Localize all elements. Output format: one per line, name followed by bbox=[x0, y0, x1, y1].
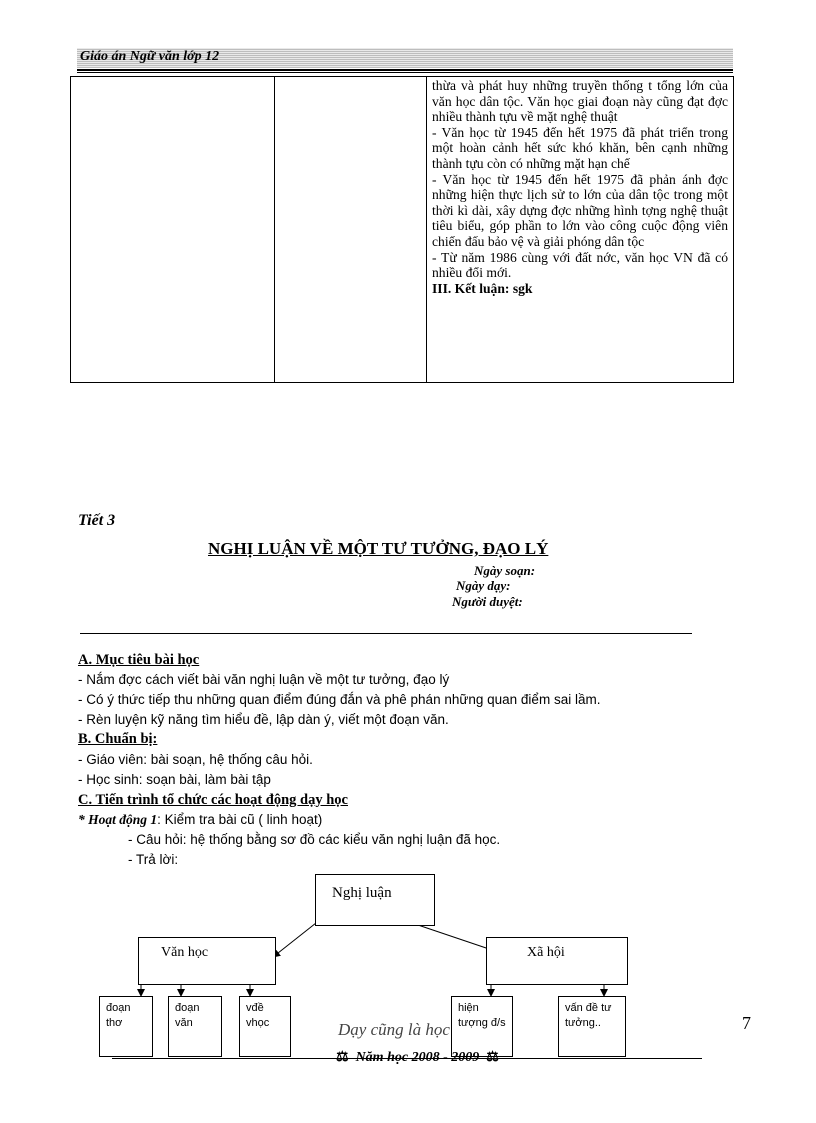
date-taught-label: Ngày dạy: bbox=[456, 578, 511, 593]
section-b-title: B. Chuẩn bị: bbox=[78, 731, 158, 747]
diagram-root-node: Nghị luận bbox=[315, 874, 435, 926]
reviewer-label: Người duyệt: bbox=[452, 594, 523, 609]
date-prepared-label: Ngày soạn: bbox=[474, 563, 536, 578]
scale-icon: ⚖ bbox=[479, 1050, 499, 1065]
diagram-leaf-node: vấn đề tư tưởng.. bbox=[558, 996, 626, 1057]
table-paragraph: - Từ năm 1986 cùng với đất nớc, văn học VN đã có nhiều đổi mới. bbox=[432, 249, 728, 281]
diagram-leaf-node: đoạn thơ bbox=[99, 996, 153, 1057]
activity-label: * Hoạt động 1 bbox=[78, 812, 158, 827]
answer-line: - Trả lời: bbox=[128, 852, 179, 867]
diagram-leaf-node: đoạn văn bbox=[168, 996, 222, 1057]
period-label: Tiết 3 bbox=[78, 512, 116, 529]
footer-year-text: Năm học 2008 - 2009 bbox=[355, 1050, 480, 1065]
scale-icon: ⚖ bbox=[336, 1050, 356, 1065]
objective-item: - Nắm đợc cách viết bài văn nghị luận về một tư tưởng, đạo lý bbox=[78, 672, 450, 687]
section-a-title: A. Mục tiêu bài học bbox=[78, 652, 200, 668]
preparation-item: - Học sinh: soạn bài, làm bài tập bbox=[78, 772, 271, 787]
objective-item: - Rèn luyện kỹ năng tìm hiểu đề, lập dàn ý, viết một đoạn văn. bbox=[78, 712, 449, 727]
preparation-item: - Giáo viên: bài soạn, hệ thống câu hỏi. bbox=[78, 752, 313, 767]
question-line: - Câu hỏi: hệ thống bằng sơ đồ các kiểu văn nghị luận đã học. bbox=[128, 832, 501, 847]
table-paragraph: - Văn học từ 1945 đến hết 1975 đã phản ánh đợc những hiện thực lịch sử to lớn của dân tộc trong một thời kì dài, xây dựng đợc những hình tợng nghệ thuật tiêu biểu, góp phần to lớn vào công cuộc động viên chiến đấu bảo vệ và giải phóng dân tộc bbox=[432, 171, 728, 249]
footer-school-year bbox=[336, 1049, 499, 1066]
activity-text: : Kiểm tra bài cũ ( linh hoạt) bbox=[157, 812, 323, 827]
section-c-title: C. Tiến trình tổ chức các hoạt động dạy học bbox=[78, 792, 348, 808]
diagram-literature-node: Văn học bbox=[138, 937, 276, 985]
page-number: 7 bbox=[742, 1013, 751, 1033]
diagram-leaf-node: vđề vhọc bbox=[239, 996, 291, 1057]
objective-item: - Có ý thức tiếp thu những quan điểm đúng đắn và phê phán những quan điểm sai lầm. bbox=[78, 692, 601, 707]
table-paragraph: - Văn học từ 1945 đến hết 1975 đã phát triển trong một hoàn cảnh hết sức khó khăn, bên cạnh những thành tựu còn có những mặt hạn chế bbox=[432, 124, 728, 171]
table-paragraph: thừa và phát huy những truyền thống t tổng lớn của văn học dân tộc. Văn học giai đoạn này cũng đạt đợc nhiều thành tựu về mặt nghệ thuật bbox=[432, 78, 728, 125]
lesson-title: NGHỊ LUẬN VỀ MỘT TƯ TƯỞNG, ĐẠO LÝ bbox=[208, 539, 549, 558]
page-header-title: Giáo án Ngữ văn lớp 12 bbox=[80, 49, 220, 64]
table-conclusion: III. Kết luận: sgk bbox=[432, 280, 533, 296]
diagram-society-node: Xã hội bbox=[486, 937, 628, 985]
footer-motto: Dạy cũng là học bbox=[338, 1020, 450, 1039]
diagram-leaf-node: hiện tượng đ/s bbox=[451, 996, 513, 1057]
